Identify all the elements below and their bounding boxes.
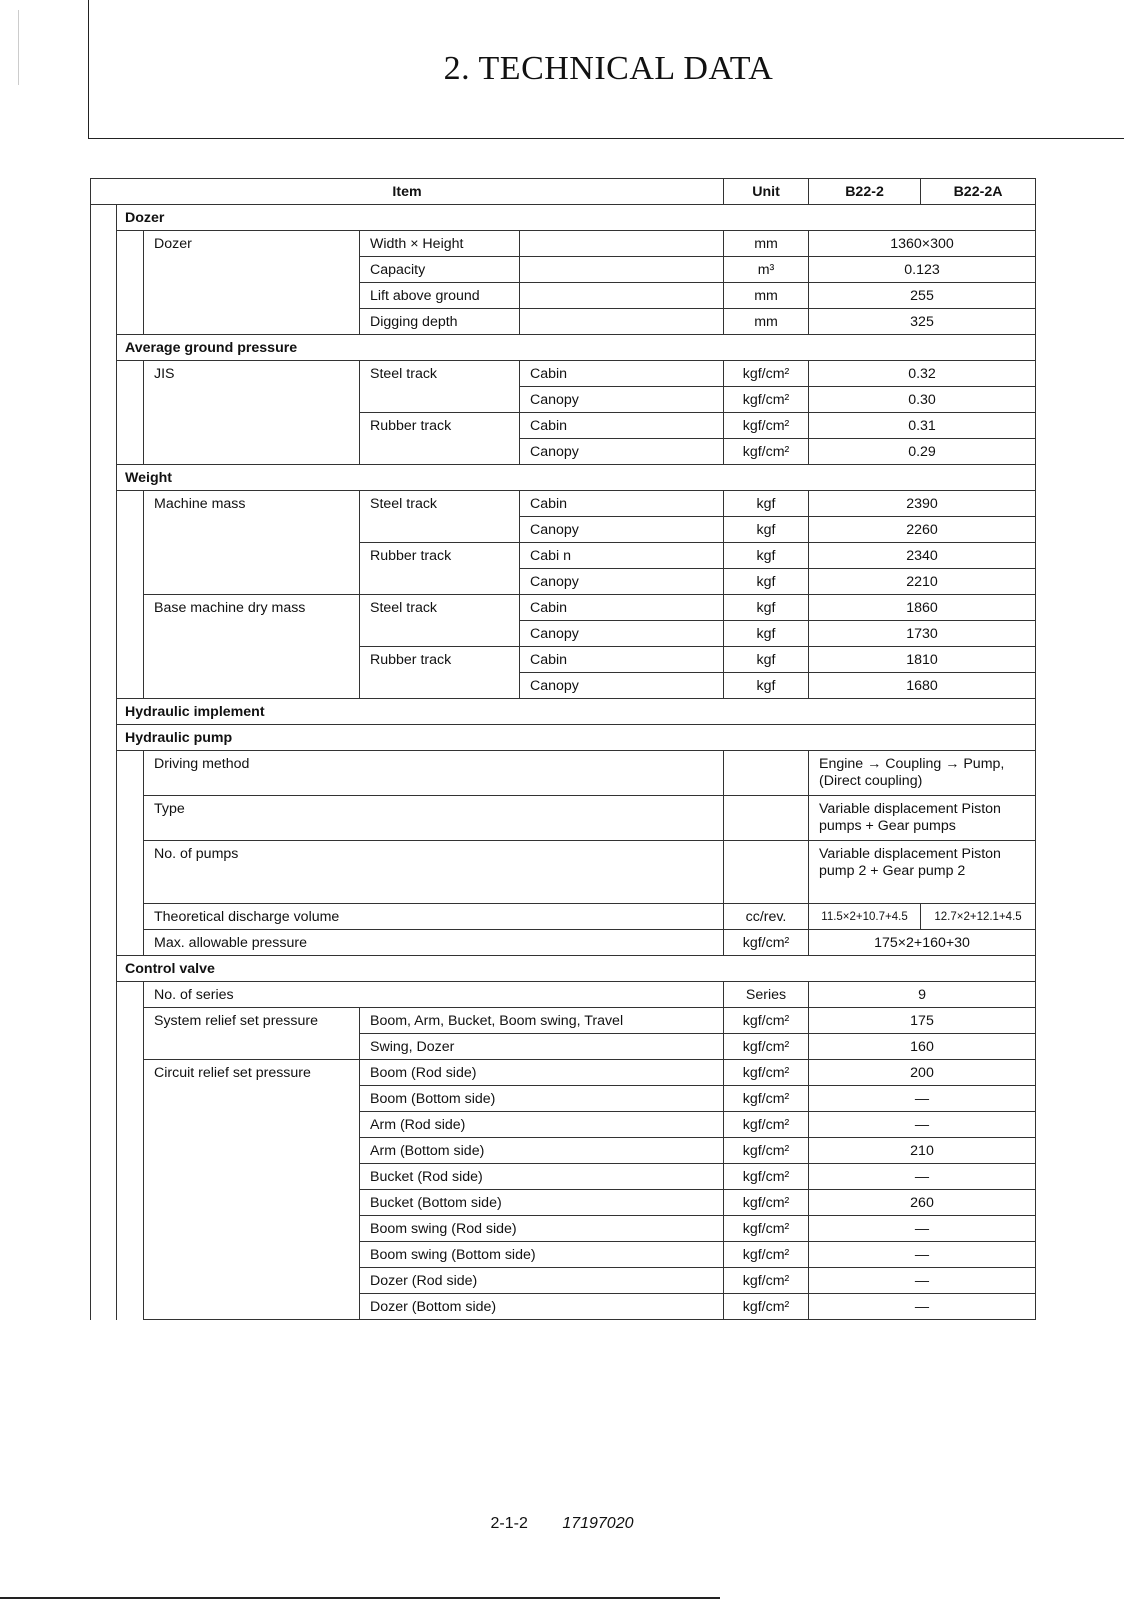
section-hydraulic: Hydraulic implement [117,699,1036,725]
row-value: 0.32 [809,361,1036,387]
row-value: 260 [809,1190,1036,1216]
row-unit: kgf/cm² [724,1138,809,1164]
row-value: 0.29 [809,439,1036,465]
row-value: 175 [809,1008,1036,1034]
section-weight: Weight [117,465,1036,491]
row-unit: kgf/cm² [724,1164,809,1190]
technical-data-table [90,178,1036,1320]
row-value: 200 [809,1060,1036,1086]
row-value: 1680 [809,673,1036,699]
row-value: — [809,1242,1036,1268]
row-unit: kgf [724,647,809,673]
row-type: Canopy [520,569,724,595]
system-relief-label: System relief set pressure [144,1008,360,1060]
row-value: 1730 [809,621,1036,647]
bottom-rule [0,1597,720,1599]
row-unit: mm [724,309,809,335]
max-pressure-unit: kgf/cm² [724,930,809,956]
row-unit: kgf/cm² [724,1060,809,1086]
row-label: Bucket (Bottom side) [360,1190,724,1216]
row-unit: kgf [724,595,809,621]
row-type: Canopy [520,439,724,465]
row-value: — [809,1086,1036,1112]
row-value: — [809,1216,1036,1242]
row-unit: kgf/cm² [724,413,809,439]
sub-dozer: Dozer [144,231,360,335]
row-label: Lift above ground [360,283,520,309]
row-label: Boom swing (Rod side) [360,1216,724,1242]
section-control-valve: Control valve [117,956,1036,982]
page-title: 2. TECHNICAL DATA [443,50,774,87]
row-label: Boom (Bottom side) [360,1086,724,1112]
row-label: Boom (Rod side) [360,1060,724,1086]
row-value: 325 [809,309,1036,335]
sub-machine-mass: Machine mass [144,491,360,595]
discharge-label: Theoretical discharge volume [144,904,724,930]
series-value: 9 [809,982,1036,1008]
section-hydraulic-pump: Hydraulic pump [117,725,1036,751]
row-type: Cabin [520,413,724,439]
row-unit: kgf/cm² [724,1086,809,1112]
row-value: 1360×300 [809,231,1036,257]
row-unit: kgf/cm² [724,387,809,413]
row-value: — [809,1164,1036,1190]
track-steel: Steel track [360,491,520,543]
row-type: Canopy [520,387,724,413]
track-rubber: Rubber track [360,647,520,699]
row-unit: m³ [724,257,809,283]
col-b22-2a: B22-2A [921,179,1036,205]
row-value: — [809,1112,1036,1138]
row-value: 160 [809,1034,1036,1060]
row-unit: mm [724,283,809,309]
discharge-b22-2: 11.5×2+10.7+4.5 [809,904,921,930]
row-unit: kgf/cm² [724,1294,809,1320]
max-pressure-label: Max. allowable pressure [144,930,724,956]
row-value: 2260 [809,517,1036,543]
track-steel: Steel track [360,595,520,647]
row-unit: kgf/cm² [724,1268,809,1294]
sub-base-dry-mass: Base machine dry mass [144,595,360,699]
row-unit: kgf/cm² [724,1008,809,1034]
document-number: 17197020 [562,1515,634,1532]
sub-jis: JIS [144,361,360,465]
row-label: Swing, Dozer [360,1034,724,1060]
col-item: Item [91,179,724,205]
row-value: 0.30 [809,387,1036,413]
indent-strip [91,205,117,725]
row-unit: kgf/cm² [724,439,809,465]
track-rubber: Rubber track [360,543,520,595]
row-unit: kgf [724,569,809,595]
row-unit: kgf [724,621,809,647]
header-row [91,179,1036,205]
row-unit: kgf [724,543,809,569]
page-number: 2-1-2 [490,1515,528,1532]
row-value: 1810 [809,647,1036,673]
row-type: Canopy [520,517,724,543]
row-unit: mm [724,231,809,257]
track-steel: Steel track [360,361,520,413]
row-value: 0.123 [809,257,1036,283]
row-unit: kgf/cm² [724,1190,809,1216]
series-unit: Series [724,982,809,1008]
scan-margin-line [18,10,19,85]
row-value: — [809,1294,1036,1320]
row-unit: kgf [724,517,809,543]
pump-type-value: Variable displacement Piston pumps + Gear pumps [809,796,1036,841]
row-unit: kgf [724,673,809,699]
row-unit: kgf/cm² [724,1216,809,1242]
row-type: Cabin [520,647,724,673]
row-value: — [809,1268,1036,1294]
row-label: Arm (Bottom side) [360,1138,724,1164]
row-type: Canopy [520,621,724,647]
row-label: Dozer (Rod side) [360,1268,724,1294]
row-type: Cabin [520,361,724,387]
row-value: 0.31 [809,413,1036,439]
col-unit: Unit [724,179,809,205]
row-value: 2340 [809,543,1036,569]
pump-driving-value: Engine → Coupling → Pump, (Direct coupling) [809,751,1036,796]
pumps-count-value: Variable displacement Piston pump 2 + Gear pump 2 [809,841,1036,904]
row-value: 255 [809,283,1036,309]
row-label: Digging depth [360,309,520,335]
row-value: 2210 [809,569,1036,595]
row-label: Arm (Rod side) [360,1112,724,1138]
section-dozer: Dozer [117,205,1036,231]
row-label: Boom swing (Bottom side) [360,1242,724,1268]
row-label: Width × Height [360,231,520,257]
pump-driving-label: Driving method [144,751,724,796]
discharge-b22-2a: 12.7×2+12.1+4.5 [921,904,1036,930]
row-unit: kgf/cm² [724,1034,809,1060]
row-type: Cabin [520,491,724,517]
max-pressure-value: 175×2+160+30 [809,930,1036,956]
section-ground-pressure: Average ground pressure [117,335,1036,361]
row-type: Canopy [520,673,724,699]
discharge-unit: cc/rev. [724,904,809,930]
row-unit: kgf/cm² [724,1112,809,1138]
row-value: 210 [809,1138,1036,1164]
row-value: 2390 [809,491,1036,517]
row-unit: kgf [724,491,809,517]
pumps-count-label: No. of pumps [144,841,724,904]
page-footer [0,1515,1124,1533]
row-label: Boom, Arm, Bucket, Boom swing, Travel [360,1008,724,1034]
series-label: No. of series [144,982,724,1008]
pump-type-label: Type [144,796,724,841]
row-unit: kgf/cm² [724,1242,809,1268]
col-b22-2: B22-2 [809,179,921,205]
row-value: 1860 [809,595,1036,621]
row-label: Capacity [360,257,520,283]
row-type: Cabi n [520,543,724,569]
row-unit: kgf/cm² [724,361,809,387]
row-type: Cabin [520,595,724,621]
title-frame [88,0,1124,139]
circuit-relief-label: Circuit relief set pressure [144,1060,360,1320]
row-label: Dozer (Bottom side) [360,1294,724,1320]
track-rubber: Rubber track [360,413,520,465]
row-label: Bucket (Rod side) [360,1164,724,1190]
